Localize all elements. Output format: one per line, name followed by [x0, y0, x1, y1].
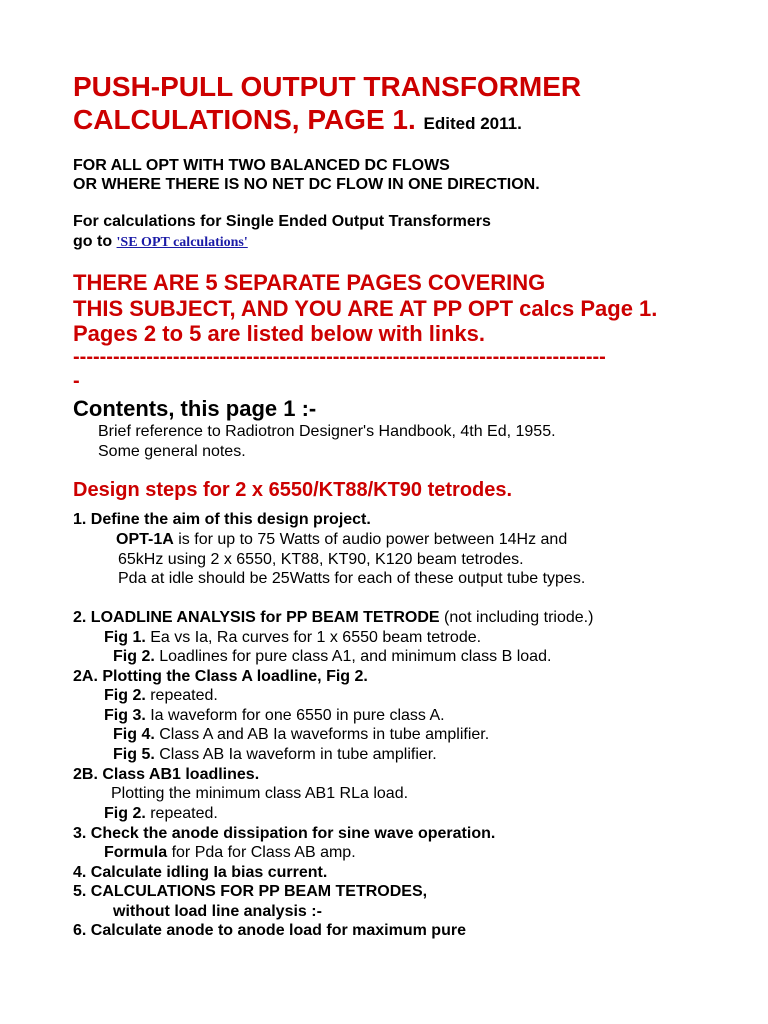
step-2b-text: Plotting the minimum class AB1 RLa load.	[111, 785, 409, 802]
fig-2-repeat2-label: Fig 2.	[104, 805, 146, 822]
fig-4-line	[113, 725, 489, 744]
opt-1a-label: OPT-1A	[116, 531, 174, 548]
step-2-label: 2. LOADLINE ANALYSIS for PP BEAM TETRODE	[73, 609, 440, 626]
fig-5-text: Class AB Ia waveform in tube amplifier.	[154, 746, 437, 763]
se-opt-calculations-link[interactable]: 'SE OPT calculations'	[116, 235, 248, 250]
fig-1-label: Fig 1.	[104, 629, 146, 646]
contents-item-1: Brief reference to Radiotron Designer's Handbook, 4th Ed, 1955.	[98, 423, 556, 440]
fig-2-label: Fig 2.	[113, 648, 155, 665]
fig-2-repeat2-text: repeated.	[145, 805, 218, 822]
contents-heading: Contents, this page 1 :-	[73, 396, 317, 421]
scope-line1: FOR ALL OPT WITH TWO BALANCED DC FLOWS	[73, 157, 450, 174]
formula-label: Formula	[104, 844, 168, 861]
fig-2-repeat-line	[104, 686, 218, 705]
step-6: 6. Calculate anode to anode load for maximum pure	[73, 922, 466, 939]
design-heading: Design steps for 2 x 6550/KT88/KT90 tetrodes.	[73, 479, 513, 501]
step-2-text: (not including triode.)	[439, 609, 594, 626]
step-4: 4. Calculate idling Ia bias current.	[73, 864, 328, 881]
page-title-line1: PUSH-PULL OUTPUT TRANSFORMER	[73, 71, 582, 102]
fig-1-line	[104, 628, 481, 647]
step-3: 3. Check the anode dissipation for sine wave operation.	[73, 825, 496, 842]
step-1-line-c: Pda at idle should be 25Watts for each of these output tube types.	[118, 570, 586, 587]
fig-5-label: Fig 5.	[113, 746, 155, 763]
page-title-text: CALCULATIONS, PAGE 1.	[73, 104, 416, 135]
fig-1-text: Ea vs Ia, Ra curves for 1 x 6550 beam tetrode.	[145, 629, 482, 646]
step-1-text-a: is for up to 75 Watts of audio power between 14Hz and	[173, 531, 568, 548]
step-2	[73, 608, 593, 627]
fig-4-text: Class A and AB Ia waveforms in tube amplifier.	[154, 726, 490, 743]
notice-line2: THIS SUBJECT, AND YOU ARE AT PP OPT calcs Page 1.	[73, 296, 658, 321]
fig-4-label: Fig 4.	[113, 726, 155, 743]
fig-2-text: Loadlines for pure class A1, and minimum class B load.	[154, 648, 552, 665]
step-1: 1. Define the aim of this design project.	[73, 511, 371, 528]
notice-line3: Pages 2 to 5 are listed below with links.	[73, 321, 486, 346]
separator-rule: --------------------------------------------------------------------------------	[73, 346, 606, 368]
step-5: 5. CALCULATIONS FOR PP BEAM TETRODES,	[73, 883, 428, 900]
formula-text: for Pda for Class AB amp.	[167, 844, 356, 861]
page-title-line2	[73, 103, 522, 140]
goto-label: go to	[73, 233, 113, 250]
contents-item-2: Some general notes.	[98, 443, 246, 460]
fig-3-label: Fig 3.	[104, 707, 146, 724]
fig-3-text: Ia waveform for one 6550 in pure class A.	[145, 707, 445, 724]
step-2b: 2B. Class AB1 loadlines.	[73, 766, 260, 783]
step-5-continued: without load line analysis :-	[113, 903, 322, 920]
formula-line	[104, 843, 356, 862]
fig-2-repeat-label: Fig 2.	[104, 687, 146, 704]
edited-note: Edited 2011.	[423, 114, 522, 133]
se-ref-line1: For calculations for Single Ended Output Transformers	[73, 213, 491, 230]
step-1-line-a	[116, 530, 567, 549]
scope-line2: OR WHERE THERE IS NO NET DC FLOW IN ONE DIRECTION.	[73, 176, 540, 193]
fig-3-line	[104, 706, 445, 725]
fig-2-line	[113, 647, 551, 666]
se-ref-line2	[73, 232, 248, 252]
step-1-line-b: 65kHz using 2 x 6550, KT88, KT90, K120 beam tetrodes.	[118, 551, 524, 568]
fig-2-repeat2-line	[104, 804, 218, 823]
notice-line1: THERE ARE 5 SEPARATE PAGES COVERING	[73, 270, 546, 295]
separator-rule-end: -	[73, 370, 80, 392]
fig-5-line	[113, 745, 437, 764]
fig-2-repeat-text: repeated.	[145, 687, 218, 704]
step-2a: 2A. Plotting the Class A loadline, Fig 2.	[73, 668, 368, 685]
